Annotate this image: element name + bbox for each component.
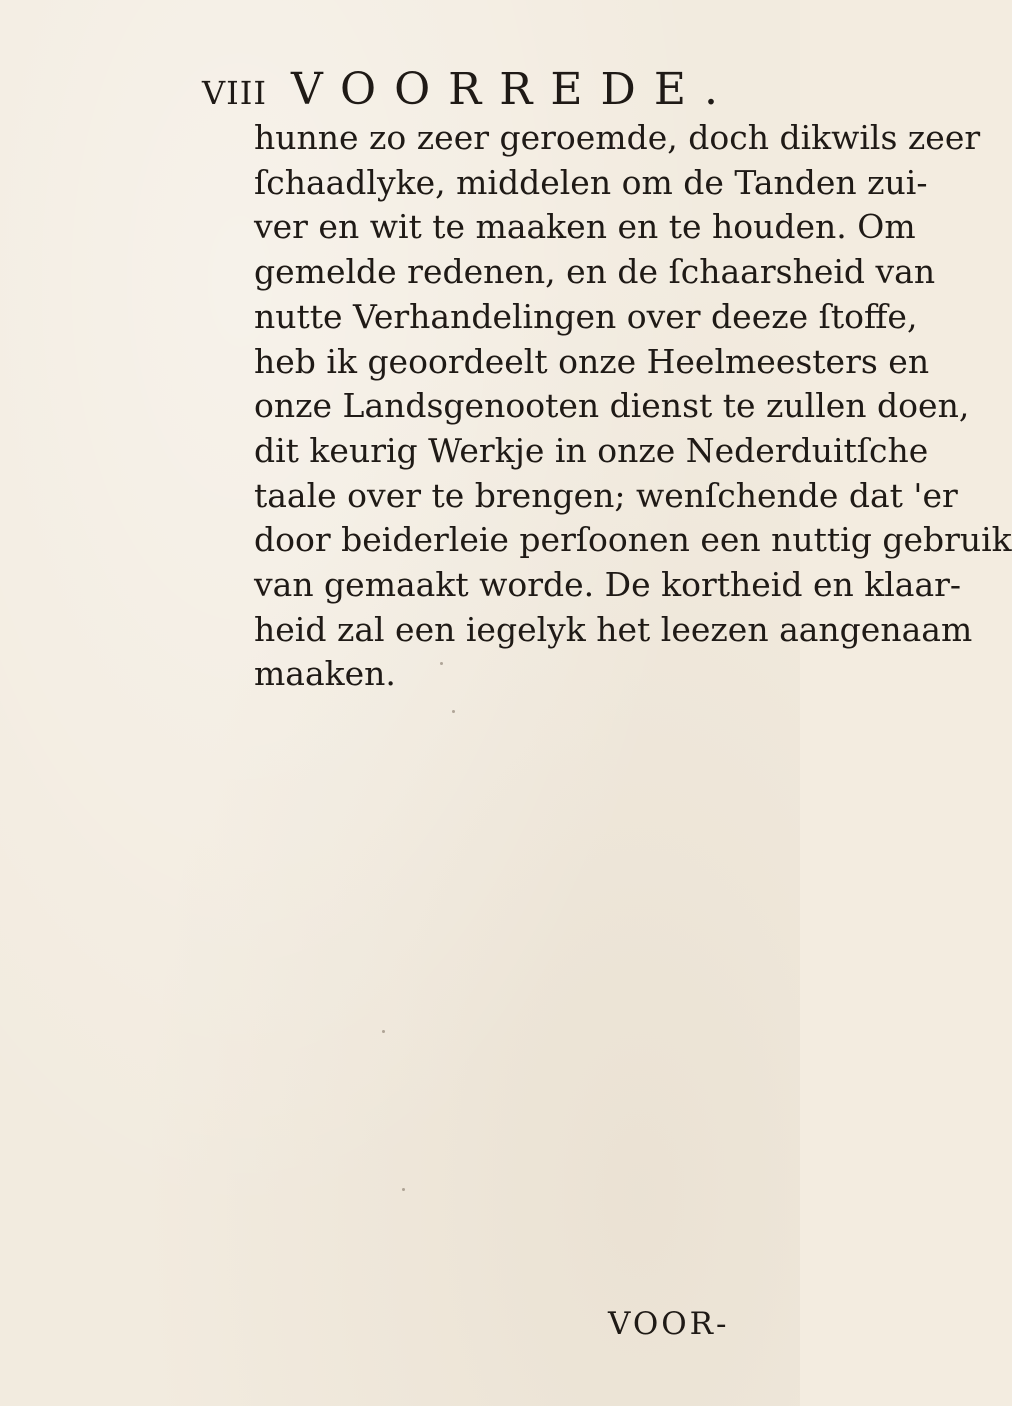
text-line: nutte Verhandelingen over deeze ſtoffe, <box>254 296 918 336</box>
paper-speck <box>402 1188 405 1191</box>
text-line: taale over te brengen; wenſchende dat 'er <box>254 475 958 515</box>
text-line: dit keurig Werkje in onze Nederduitſche <box>254 430 929 470</box>
text-line: ver en wit te maaken en te houden. Om <box>254 207 916 247</box>
text-line: door beiderleie perſoonen een nuttig gebruik <box>254 520 1012 560</box>
running-title: VOORREDE. <box>291 64 736 115</box>
body-paragraph <box>254 116 1012 697</box>
text-line: maaken. <box>254 654 396 694</box>
page-number: VIII <box>202 74 268 112</box>
text-line: heb ik geoordeelt onze Heelmeesters en <box>254 341 930 381</box>
text-line: hunne zo zeer geroemde, doch dikwils zeer <box>254 118 981 157</box>
paper-speck <box>440 662 443 665</box>
page-header <box>202 62 736 121</box>
paper-speck <box>452 710 455 713</box>
text-line: heid zal een iegelyk het leezen aangenaam <box>254 609 973 649</box>
catchword: VOOR- <box>608 1306 730 1342</box>
text-line: gemelde redenen, en de ſchaarsheid van <box>254 252 936 292</box>
text-line: van gemaakt worde. De kortheid en klaar- <box>254 565 962 605</box>
text-line: ſchaadlyke, middelen om de Tanden zui- <box>254 162 928 202</box>
text-line: onze Landsgenooten dienst te zullen doen, <box>254 386 970 426</box>
paper-speck <box>382 1030 385 1033</box>
